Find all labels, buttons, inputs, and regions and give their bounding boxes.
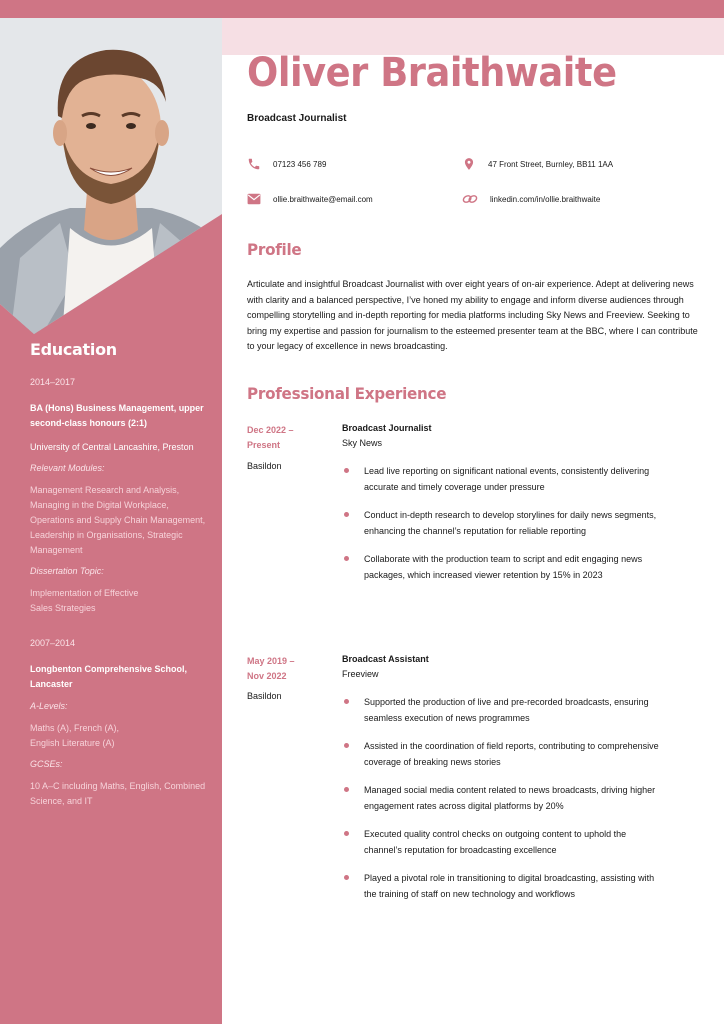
list-item: Supported the production of live and pre-recorded broadcasts, ensuring seamless execution of news programmes xyxy=(342,694,662,726)
job-responsibilities xyxy=(342,694,662,914)
job-company: Freeview xyxy=(342,669,379,679)
contact-phone xyxy=(247,157,326,171)
envelope-icon xyxy=(247,193,261,205)
contact-address xyxy=(462,156,613,172)
education-school: University of Central Lancashire, Preston xyxy=(30,442,194,452)
phone-number: 07123 456 789 xyxy=(273,159,327,169)
list-item: Managed social media content related to news broadcasts, driving higher engagement rates across digital platforms by 20% xyxy=(342,782,662,814)
list-item: Lead live reporting on significant national events, consistently delivering accurate and timely coverage under pressure xyxy=(342,463,662,495)
contact-email xyxy=(247,193,373,205)
education-section xyxy=(30,340,208,817)
email-link[interactable]: ollie.braithwaite@email.com xyxy=(273,194,373,204)
job-location: Basildon xyxy=(247,691,282,701)
job-location: Basildon xyxy=(247,461,282,471)
job-date-end: Nov 2022 xyxy=(247,671,287,681)
job-dates xyxy=(247,654,317,684)
education-label: GCSEs: xyxy=(30,759,63,769)
job-date-start: May 2019 – xyxy=(247,656,295,666)
list-item: Conduct in-depth research to develop storylines for daily news segments, enhancing the channel’s reputation for reliable reporting xyxy=(342,507,662,539)
education-modules: Management Research and Analysis, Managing in the Digital Workplace, Operations and Supply Chain Management, Leadership in Organisations, Strategic Management xyxy=(30,485,206,555)
experience-heading: Professional Experience xyxy=(247,384,447,403)
candidate-title: Broadcast Journalist xyxy=(247,113,347,124)
job-dates xyxy=(247,423,317,453)
education-entry-university xyxy=(30,377,208,616)
contact-linkedin xyxy=(462,192,600,206)
education-label: Dissertation Topic: xyxy=(30,566,104,576)
job-date-start: Dec 2022 – xyxy=(247,425,294,435)
education-entry-school xyxy=(30,638,208,809)
location-pin-icon xyxy=(462,156,476,172)
profile-summary: Articulate and insightful Broadcast Journalist with over eight years of on-air experience. Adept at delivering news with clarity and a balanced perspective, I’ve honed my ability to engage and inform diverse audiences through compelling storytelling and in-depth reporting for media platforms including Sky News and Freeview. Seeking to bring my expertise and passion for journalism to the esteemed presenter team at the BBC, where I can contribute to your legacy of excellence in news broadcasting. xyxy=(247,279,698,351)
education-degree: BA (Hons) Business Management, upper second-class honours (2:1) xyxy=(30,403,204,428)
list-item: Played a pivotal role in transitioning to digital broadcasting, assisting with the training of staff on new technology and workflows xyxy=(342,870,662,902)
job-date-end: Present xyxy=(247,440,281,450)
top-accent-bar xyxy=(0,0,724,18)
candidate-name: Oliver Braithwaite xyxy=(247,50,617,96)
job-company: Sky News xyxy=(342,438,383,448)
list-item: Collaborate with the production team to script and edit engaging news packages, which increased viewer retention by 15% in 2023 xyxy=(342,551,662,583)
linkedin-link[interactable]: linkedin.com/in/ollie.braithwaite xyxy=(490,194,601,204)
education-years: 2007–2014 xyxy=(30,638,76,648)
education-label: A-Levels: xyxy=(30,701,68,711)
education-dissertation: Implementation of Effective Sales Strategies xyxy=(30,588,139,613)
education-gcses: 10 A–C including Maths, English, Combined Science, and IT xyxy=(30,781,206,806)
link-icon xyxy=(462,192,478,206)
profile-heading: Profile xyxy=(247,240,302,259)
education-degree: Longbenton Comprehensive School, Lancaster xyxy=(30,664,188,689)
education-label: Relevant Modules: xyxy=(30,463,105,473)
list-item: Executed quality control checks on outgoing content to uphold the channel’s reputation for broadcasting excellence xyxy=(342,826,662,858)
sidebar xyxy=(0,18,222,1024)
education-years: 2014–2017 xyxy=(30,377,76,387)
profile-photo xyxy=(0,18,222,338)
list-item: Assisted in the coordination of field reports, contributing to comprehensive coverage of breaking news stories xyxy=(342,738,662,770)
job-role: Broadcast Journalist xyxy=(342,423,432,433)
job-responsibilities xyxy=(342,463,662,595)
phone-icon xyxy=(247,157,261,171)
address-text: 47 Front Street, Burnley, BB11 1AA xyxy=(488,159,614,169)
education-alevels: Maths (A), French (A), English Literature (A) xyxy=(30,723,120,748)
job-role: Broadcast Assistant xyxy=(342,654,429,664)
education-heading: Education xyxy=(30,340,117,359)
